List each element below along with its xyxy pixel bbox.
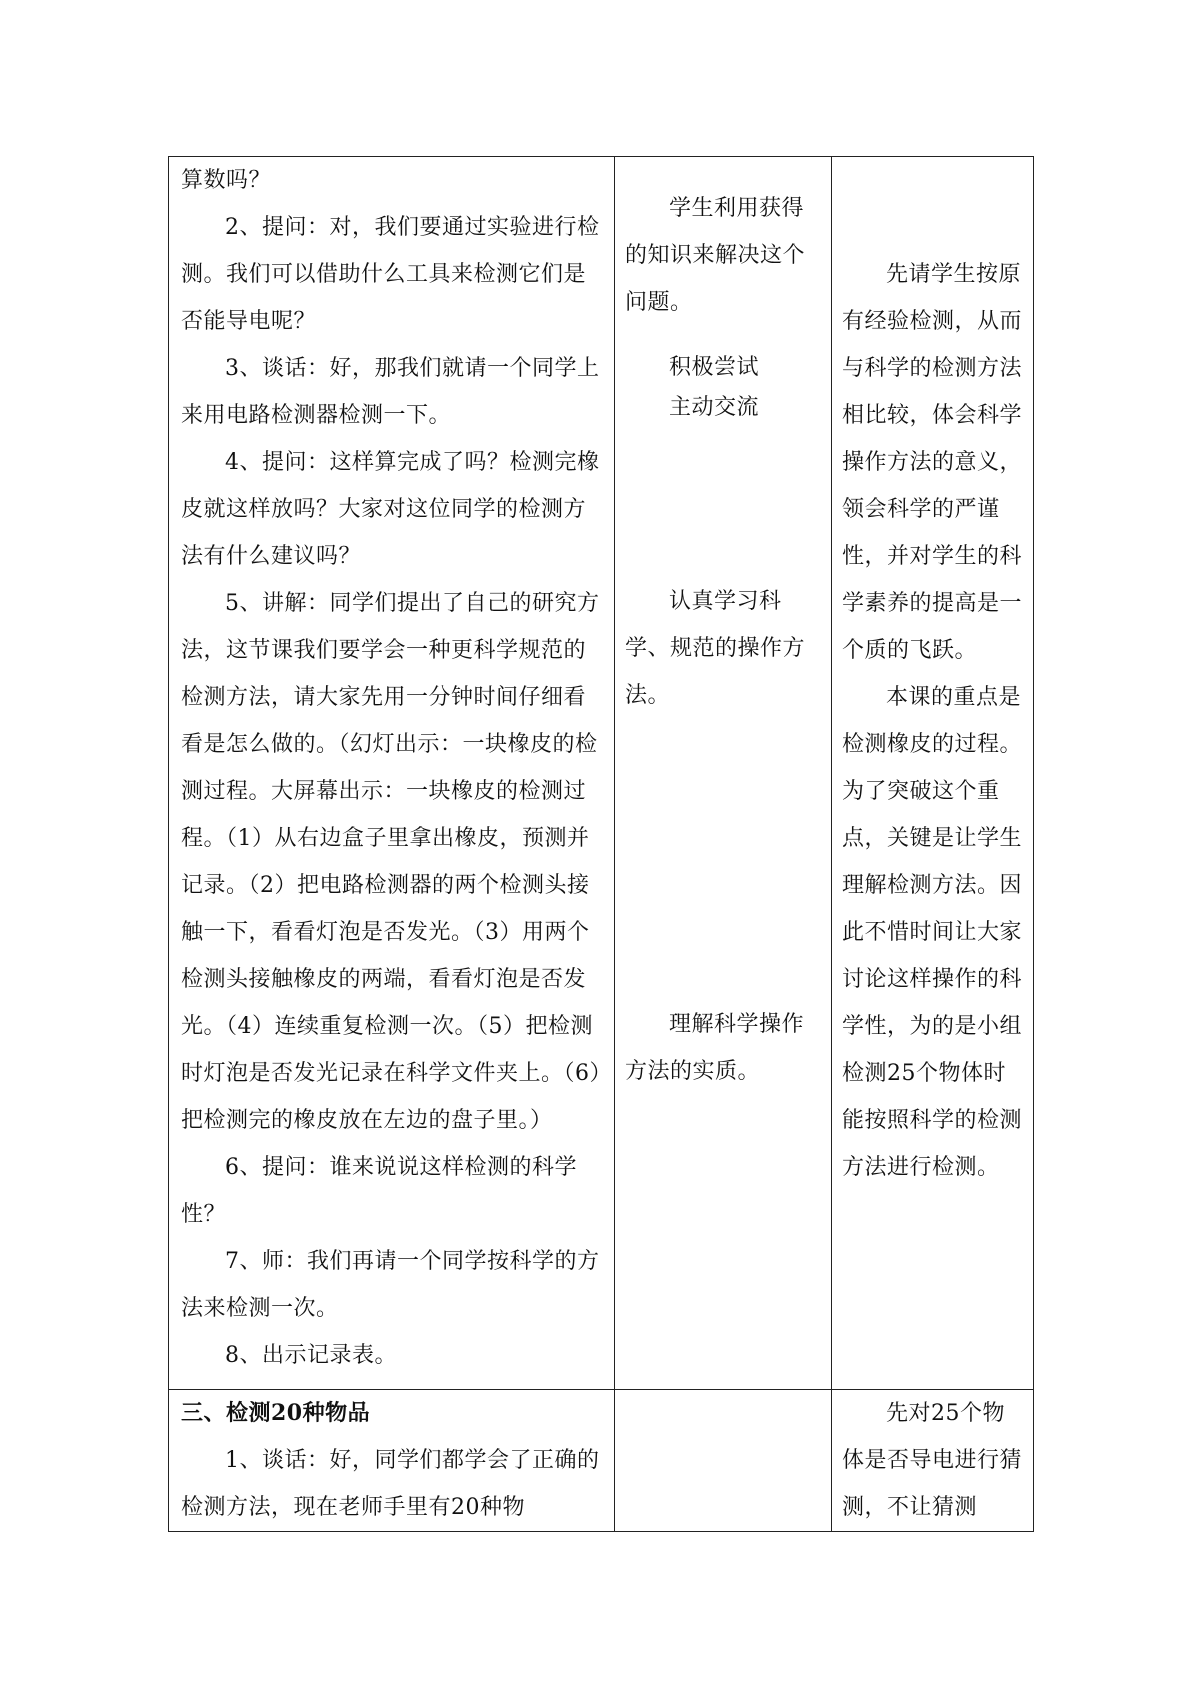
teacher-step-4: 5、讲解：同学们提出了自己的研究方法，这节课我们要学会一种更科学规范的检测方法，请大家先用一分钟时间仔细看看是怎么做的。（幻灯出示：一块橡皮的检测过程。大屏幕出示：一块橡皮的检测过程。（1）从右边盒子里拿出橡皮，预测并记录。（2）把电路检测器的两个检测头接触一下，看看灯泡是否发光。（3）用两个检测头接触橡皮的两端，看看灯泡是否发光。（4）连续重复检测一次。（5）把检测时灯泡是否发光记录在科学文件夹上。（6）把检测完的橡皮放在左边的盘子里。） <box>181 591 601 1133</box>
student-activity-3: 认真学习科学、规范的操作方法。 <box>625 589 806 708</box>
student-activity-4: 理解科学操作方法的实质。 <box>625 1012 805 1084</box>
teacher-step-7: 8、出示记录表。 <box>225 1343 397 1368</box>
section-heading: 三、检测20种物品 <box>181 1400 371 1426</box>
student-activity-2a: 积极尝试 <box>669 355 760 380</box>
teacher-step-2: 3、谈话：好，那我们就请一个同学上来用电路检测器检测一下。 <box>181 356 600 428</box>
teacher-activity-cell <box>169 1390 615 1532</box>
table-row <box>169 157 1034 1390</box>
teacher-step-3: 4、提问：这样算完成了吗？检测完橡皮就这样放吗？大家对这位同学的检测方法有什么建议吗？ <box>181 450 600 569</box>
teacher-step-0: 算数吗？ <box>181 168 272 193</box>
lesson-plan-table <box>168 156 1034 1532</box>
design-intent-text: 先对25个物体是否导电进行猜测，不让猜测 <box>842 1401 1023 1520</box>
student-activity-2b: 主动交流 <box>669 395 760 420</box>
teacher-step-1: 2、提问：对，我们要通过实验进行检测。我们可以借助什么工具来检测它们是否能导电呢？ <box>181 215 600 334</box>
design-intent-cell <box>832 1390 1034 1532</box>
teacher-step-6: 7、师：我们再请一个同学按科学的方法来检测一次。 <box>181 1249 600 1321</box>
student-activity-cell <box>615 1390 832 1532</box>
teacher-activity-cell <box>169 157 615 1390</box>
design-intent-1: 先请学生按原有经验检测，从而与科学的检测方法相比较，体会科学操作方法的意义，领会科学的严谨性，并对学生的科学素养的提高是一个质的飞跃。 <box>842 262 1023 663</box>
teacher-activity-text: 1、谈话：好，同学们都学会了正确的检测方法，现在老师手里有20种物 <box>181 1448 600 1520</box>
design-intent-cell <box>832 157 1034 1390</box>
student-activity-1: 学生利用获得的知识来解决这个问题。 <box>625 196 806 315</box>
student-activity-cell <box>615 157 832 1390</box>
design-intent-2: 本课的重点是检测橡皮的过程。为了突破这个重点，关键是让学生理解检测方法。因此不惜时间让大家讨论这样操作的科学性，为的是小组检测25个物体时能按照科学的检测方法进行检测。 <box>842 685 1023 1180</box>
teacher-step-5: 6、提问：谁来说说这样检测的科学性？ <box>181 1155 577 1227</box>
teacher-activity-text <box>169 157 614 1379</box>
table-row <box>169 1390 1034 1532</box>
